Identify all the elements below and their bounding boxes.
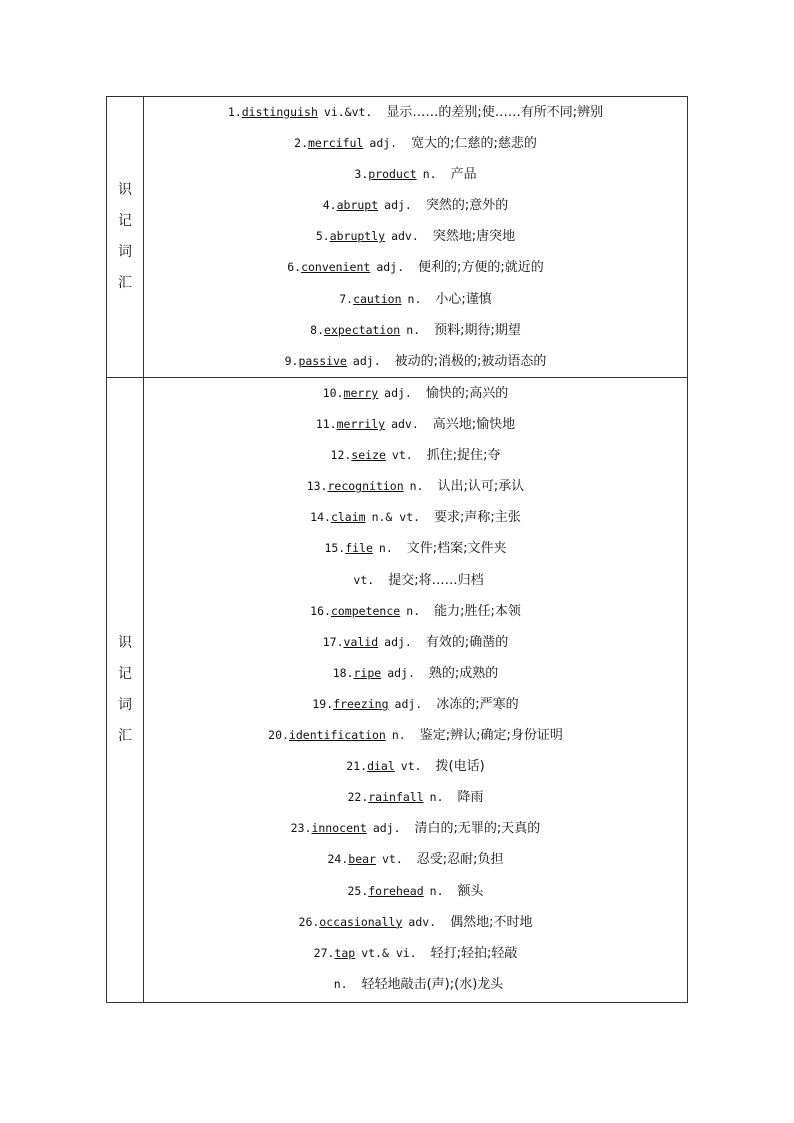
entry-word: ripe — [353, 665, 382, 680]
entry-number: 27. — [313, 945, 335, 960]
vocab-entry — [144, 315, 687, 346]
entry-meaning: 产品 — [450, 167, 477, 183]
entry-word: convenient — [301, 260, 371, 275]
entry-part-of-speech: adj. — [376, 260, 405, 275]
entry-word: passive — [298, 353, 347, 368]
entry-number: 7. — [339, 291, 354, 306]
entry-part-of-speech: vt. — [400, 759, 422, 774]
section-label-char: 汇 — [118, 275, 132, 291]
entry-meaning: 忍受;忍耐;负担 — [416, 852, 504, 868]
entry-part-of-speech: adj. — [387, 665, 415, 680]
entry-part-of-speech: adv. — [408, 914, 437, 929]
vocab-section-2 — [107, 378, 688, 1003]
entry-meaning: 被动的;消极的;被动语态的 — [394, 353, 547, 369]
entry-meaning: 抓住;捉住;夺 — [426, 448, 501, 464]
entry-number: 11. — [315, 417, 337, 432]
entry-meaning: 轻打;轻拍;轻敲 — [430, 945, 518, 961]
entry-number: 22. — [347, 790, 369, 805]
entry-part-of-speech: adj. — [384, 634, 412, 649]
section-label — [107, 97, 144, 378]
entry-word: tap — [334, 945, 356, 960]
entry-meaning: 清白的;无罪的;天真的 — [414, 821, 541, 837]
entry-word: seize — [351, 448, 386, 463]
entry-part-of-speech: n. — [407, 291, 422, 306]
entry-number: 1. — [227, 105, 242, 119]
vocab-entry — [144, 252, 687, 283]
entry-part-of-speech: n. — [422, 167, 437, 182]
entry-part-of-speech: vt.& vi. — [361, 945, 417, 960]
entry-number: 23. — [290, 821, 312, 836]
entry-number: 15. — [324, 541, 346, 556]
entry-meaning: 轻轻地敲击(声);(水)龙头 — [361, 976, 504, 992]
entry-word: valid — [343, 634, 379, 649]
vocabulary-table — [106, 96, 688, 1003]
vocab-entry — [144, 969, 687, 1000]
entry-meaning: 宽大的;仁慈的;慈悲的 — [411, 136, 537, 152]
section-label-char: 记 — [118, 213, 132, 229]
entry-number: 21. — [346, 759, 368, 774]
vocab-entry — [144, 565, 687, 596]
entry-part-of-speech: adj. — [384, 386, 412, 400]
entry-word: bear — [348, 852, 376, 867]
entry-word: merry — [343, 386, 379, 400]
entry-number: 4. — [322, 198, 337, 213]
entry-meaning: 小心;谨慎 — [435, 291, 492, 307]
entry-number: 9. — [284, 353, 299, 368]
entry-part-of-speech: adv. — [391, 229, 419, 244]
entry-part-of-speech: adv. — [391, 417, 419, 432]
entry-meaning: 愉快的;高兴的 — [425, 386, 509, 401]
entry-number: 26. — [298, 914, 320, 929]
section-label-char: 词 — [118, 697, 132, 713]
entry-word: rainfall — [368, 790, 424, 805]
vocab-entry — [144, 720, 687, 751]
entry-number: 10. — [322, 386, 344, 400]
vocab-entry — [144, 533, 687, 564]
vocab-entry — [144, 471, 687, 502]
entry-part-of-speech: n. — [429, 883, 444, 898]
vocab-entry — [144, 751, 687, 782]
entry-meaning: 提交;将……归档 — [388, 572, 484, 588]
entry-number: 19. — [312, 696, 334, 711]
entry-meaning: 便利的;方便的;就近的 — [418, 260, 544, 276]
entry-meaning: 预料;期待;期望 — [434, 322, 521, 338]
entry-word: abruptly — [329, 229, 386, 244]
section-label-char: 识 — [118, 182, 132, 198]
entry-meaning: 熟的;成熟的 — [428, 665, 499, 681]
entry-number: 16. — [310, 603, 331, 618]
entry-word: abrupt — [336, 198, 379, 213]
entry-number: 14. — [310, 510, 331, 525]
entry-part-of-speech: n. — [429, 790, 444, 805]
vocab-entry — [144, 440, 687, 471]
entry-part-of-speech: n. — [409, 479, 424, 494]
entry-number: 17. — [322, 634, 344, 649]
entry-number: 6. — [287, 260, 302, 275]
vocab-entry — [144, 627, 687, 658]
section-label-char: 识 — [118, 635, 132, 651]
entry-part-of-speech: vt. — [381, 852, 403, 867]
entry-number: 5. — [315, 229, 330, 244]
entry-part-of-speech: n. — [406, 322, 421, 337]
vocab-entry — [144, 907, 687, 938]
entry-meaning: 认出;认可;承认 — [437, 479, 525, 495]
section-label — [107, 378, 144, 1003]
entry-part-of-speech: n.& vt. — [371, 510, 421, 525]
entry-meaning: 偶然地;不时地 — [450, 914, 533, 930]
entry-meaning: 文件;档案;文件夹 — [406, 541, 507, 557]
entry-part-of-speech: n. — [333, 976, 348, 991]
vocab-entry — [144, 658, 687, 689]
vocab-entry — [144, 596, 687, 627]
entry-meaning: 有效的;确凿的 — [425, 634, 509, 650]
entry-word: identification — [288, 728, 386, 743]
vocab-entry — [144, 689, 687, 720]
section-label-char: 记 — [118, 666, 132, 682]
entry-meaning: 鉴定;辨认;确定;身份证明 — [419, 728, 563, 744]
entry-part-of-speech: vt. — [391, 448, 413, 463]
section-label-char: 词 — [118, 244, 132, 260]
entry-number: 20. — [268, 728, 289, 743]
entry-number: 12. — [330, 448, 352, 463]
entry-word: competence — [330, 603, 401, 618]
vocab-entry — [144, 284, 687, 315]
entry-meaning: 高兴地;愉快地 — [432, 417, 516, 433]
entry-word: occasionally — [319, 914, 403, 929]
entry-meaning: 显示……的差别;使……有所不同;辨别 — [386, 105, 604, 120]
entry-part-of-speech: adj. — [372, 821, 401, 836]
entry-meaning: 拨(电话) — [435, 759, 485, 775]
entry-part-of-speech: adj. — [384, 198, 412, 213]
entry-word: product — [368, 167, 417, 182]
vocab-entry — [144, 190, 687, 221]
entry-meaning: 降雨 — [457, 790, 484, 806]
vocab-entry — [144, 378, 687, 409]
vocab-entry — [144, 159, 687, 190]
entry-word: merrily — [336, 417, 386, 432]
entry-meaning: 能力;胜任;本领 — [434, 603, 521, 619]
entry-word: merciful — [308, 136, 364, 151]
entry-part-of-speech: vi.&vt. — [323, 105, 373, 119]
entry-part-of-speech: adj. — [394, 696, 423, 711]
entry-word: innocent — [311, 821, 367, 836]
vocab-entry — [144, 938, 687, 969]
entry-part-of-speech: n. — [406, 603, 421, 618]
entries-list — [144, 97, 688, 378]
vocab-entry — [144, 221, 687, 252]
vocab-entry — [144, 409, 687, 440]
entry-word: claim — [330, 510, 366, 525]
entry-number: 3. — [354, 167, 369, 182]
section-label-char: 汇 — [118, 728, 132, 744]
vocab-entry — [144, 502, 687, 533]
vocab-entry — [144, 346, 687, 377]
entry-part-of-speech: n. — [391, 728, 406, 743]
entry-word: freezing — [333, 696, 389, 711]
entry-meaning: 突然的;意外的 — [425, 198, 509, 214]
entry-number: 25. — [347, 883, 369, 898]
entry-part-of-speech: adj. — [352, 353, 381, 368]
vocab-entry — [144, 97, 687, 128]
entry-word: distinguish — [241, 105, 318, 119]
vocab-entry — [144, 128, 687, 159]
entry-word: expectation — [324, 322, 401, 337]
entry-number: 13. — [306, 479, 328, 494]
vocab-section-1 — [107, 97, 688, 378]
entry-word: recognition — [327, 479, 404, 494]
entry-part-of-speech: n. — [378, 541, 393, 556]
vocab-entry — [144, 844, 687, 875]
entry-meaning: 额头 — [457, 883, 484, 899]
entry-meaning: 冰冻的;严寒的 — [436, 696, 519, 712]
entry-number: 24. — [327, 852, 349, 867]
entry-part-of-speech: vt. — [353, 572, 375, 587]
vocab-entry — [144, 876, 687, 907]
entry-word: forehead — [368, 883, 424, 898]
vocab-entry — [144, 782, 687, 813]
entry-number: 18. — [332, 665, 354, 680]
entry-word: file — [345, 541, 373, 556]
entry-number: 2. — [294, 136, 308, 151]
entries-list — [144, 378, 688, 1003]
entry-word: dial — [367, 759, 395, 774]
vocab-entry — [144, 813, 687, 844]
entry-word: caution — [353, 291, 402, 306]
entry-meaning: 突然地;唐突地 — [432, 229, 516, 245]
entry-meaning: 要求;声称;主张 — [434, 510, 521, 526]
entry-number: 8. — [310, 322, 325, 337]
entry-part-of-speech: adj. — [369, 136, 398, 151]
